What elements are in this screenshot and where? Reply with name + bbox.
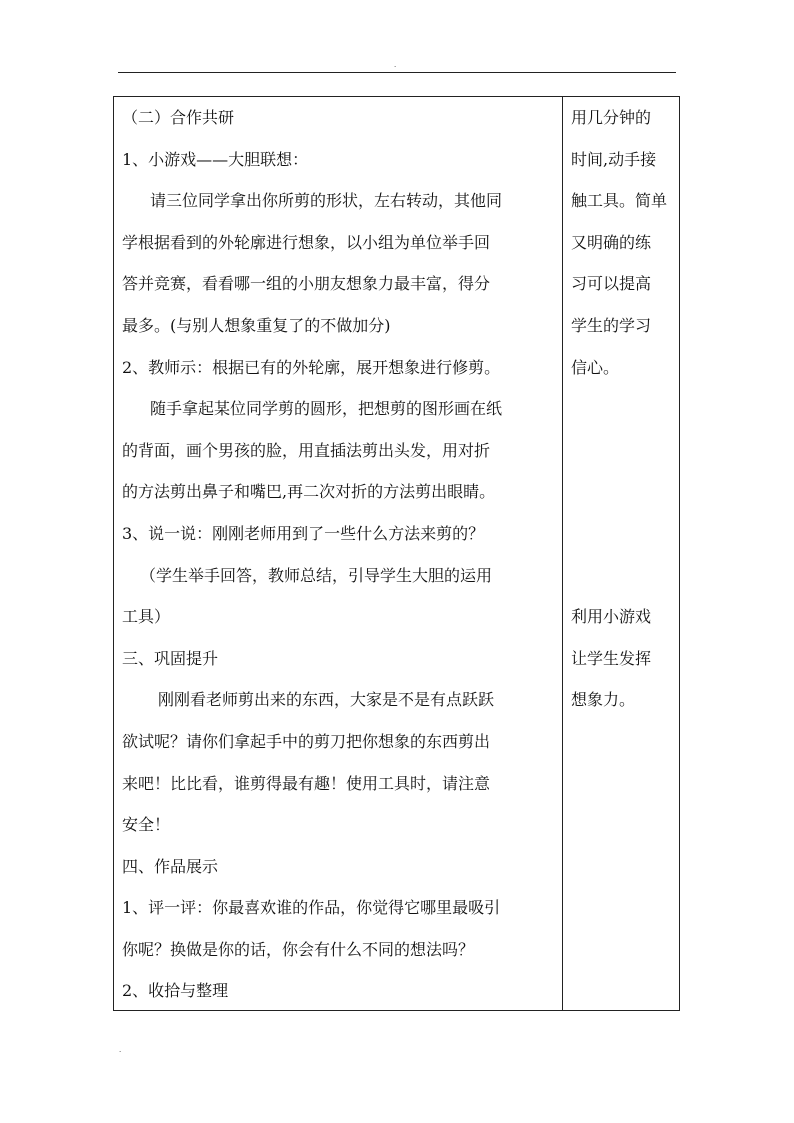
content-line: 工具） [122, 607, 171, 627]
content-line: 2、收拾与整理 [122, 981, 229, 1001]
content-line: 安全！ [122, 815, 171, 835]
design-note-2 [571, 596, 675, 721]
note-line: 想象力。 [571, 690, 636, 710]
table-column-divider [562, 96, 563, 1011]
content-line: 学根据看到的外轮廓进行想象，以小组为单位举手回 [122, 232, 491, 252]
content-line: 四、作品展示 [122, 856, 219, 876]
content-line: 1、小游戏——大胆联想： [122, 149, 309, 169]
content-line: 你呢？换做是你的话，你会有什么不同的想法吗？ [122, 939, 475, 959]
lesson-content-column [122, 97, 558, 1012]
content-line: 欲试呢？请你们拿起手中的剪刀把你想象的东西剪出 [122, 731, 491, 751]
note-line: 利用小游戏 [571, 607, 652, 627]
footer-mark: . [119, 1045, 122, 1054]
note-spacer [571, 388, 675, 596]
note-line: 又明确的练 [571, 232, 652, 252]
content-line: 来吧！比比看，谁剪得最有趣！使用工具时，请注意 [122, 773, 491, 793]
content-line: 答并竞赛，看看哪一组的小朋友想象力最丰富，得分 [122, 274, 491, 294]
content-line: 最多。(与别人想象重复了的不做加分) [122, 315, 391, 335]
note-line: 学生的学习 [571, 315, 652, 335]
content-line: 三、巩固提升 [122, 648, 219, 668]
note-line: 信心。 [571, 357, 620, 377]
header-rule [118, 72, 676, 73]
content-line: 1、评一评：你最喜欢谁的作品，你觉得它哪里最吸引 [122, 898, 501, 918]
content-line: 的背面，画个男孩的脸，用直插法剪出头发，用对折 [122, 440, 491, 460]
content-line: （学生举手回答，教师总结，引导学生大胆的运用 [140, 565, 493, 585]
design-notes-column [571, 97, 675, 721]
note-line: 让学生发挥 [571, 648, 652, 668]
note-line: 触工具。简单 [571, 191, 668, 211]
content-line: 2、教师示：根据已有的外轮廓，展开想象进行修剪。 [122, 357, 501, 377]
content-line: 请三位同学拿出你所剪的形状，左右转动，其他同 [150, 191, 503, 211]
note-line: 习可以提高 [571, 274, 652, 294]
note-line: 用几分钟的 [571, 108, 652, 127]
note-line: 时间,动手接 [571, 149, 657, 169]
content-line: 的方法剪出鼻子和嘴巴,再二次对折的方法剪出眼睛。 [122, 482, 496, 502]
content-line: 随手拿起某位同学剪的圆形，把想剪的图形画在纸 [150, 399, 503, 419]
content-line: 刚刚看老师剪出来的东西，大家是不是有点跃跃 [158, 690, 495, 710]
design-note-1 [571, 97, 675, 388]
header-mark: . [394, 60, 397, 69]
content-line: 3、说一说：刚刚老师用到了一些什么方法来剪的？ [122, 523, 485, 543]
content-line: （二）合作共研 [122, 108, 235, 127]
